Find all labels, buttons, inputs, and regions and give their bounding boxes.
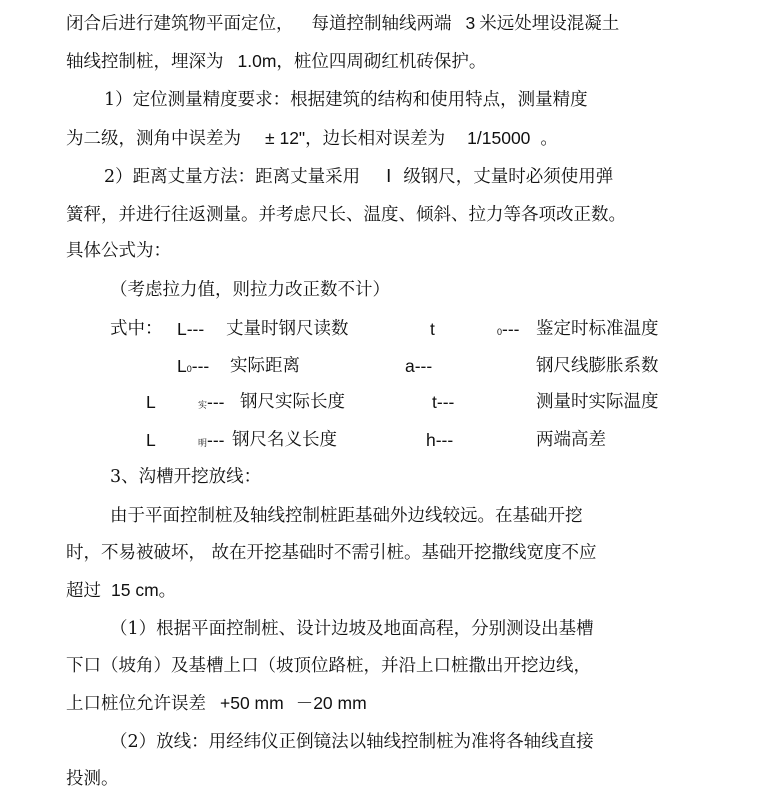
symbol-description: 两端高差 bbox=[536, 430, 606, 450]
text-line: （1）根据平面控制桩、设计边坡及地面高程，分别测设出基槽 bbox=[110, 619, 594, 639]
symbol-description: 钢尺实际长度 bbox=[240, 392, 345, 412]
text-line: 超过 15 cm。 bbox=[66, 580, 177, 601]
symbol: 明--- bbox=[198, 430, 225, 450]
formula-prefix: 式中： bbox=[110, 319, 163, 339]
symbol-description: 实际距离 bbox=[230, 356, 300, 376]
text-line: （2）放线：用经纬仪正倒镜法以轴线控制桩为准将各轴线直接 bbox=[110, 732, 594, 752]
symbol: t bbox=[430, 319, 435, 339]
symbol: L--- bbox=[177, 319, 205, 339]
symbol-description: 丈量时钢尺读数 bbox=[226, 319, 349, 339]
symbol: h--- bbox=[426, 430, 454, 450]
text-line: 闭合后进行建筑物平面定位， 每道控制轴线两端 3 米远处埋设混凝土 bbox=[66, 13, 620, 34]
section-heading: 3、沟槽开挖放线： bbox=[110, 467, 262, 487]
text-line: 由于平面控制桩及轴线控制桩距基础外边线较远。在基础开挖 bbox=[110, 506, 583, 526]
symbol: L bbox=[146, 430, 156, 450]
text-line: 具体公式为： bbox=[66, 241, 171, 261]
text-line: 投测。 bbox=[66, 769, 119, 789]
symbol: L0--- bbox=[177, 356, 210, 376]
symbol: a--- bbox=[405, 356, 433, 376]
text-line: 上口桩位允许误差 +50 mm －20 mm bbox=[66, 693, 367, 714]
formula-note: （考虑拉力值，则拉力改正数不计） bbox=[110, 280, 390, 300]
symbol: t--- bbox=[432, 392, 455, 412]
text-line: 2）距离丈量方法：距离丈量采用 Ⅰ 级钢尺，丈量时必须使用弹 bbox=[104, 166, 614, 187]
text-line: 簧秤，并进行往返测量。并考虑尺长、温度、倾斜、拉力等各项改正数。 bbox=[66, 205, 626, 225]
symbol-description: 钢尺线膨胀系数 bbox=[536, 356, 659, 376]
text-line: 为二级，测角中误差为 ± 12"，边长相对误差为 1/15000 。 bbox=[66, 128, 558, 149]
text-line: 1）定位测量精度要求：根据建筑的结构和使用特点，测量精度 bbox=[104, 90, 588, 110]
symbol-description: 测量时实际温度 bbox=[536, 392, 659, 412]
symbol: L bbox=[146, 392, 156, 412]
symbol-description: 钢尺名义长度 bbox=[232, 430, 337, 450]
text-line: 下口（坡角）及基槽上口（坡顶位路桩，并沿上口桩撒出开挖边线， bbox=[66, 656, 591, 676]
text-line: 轴线控制桩，埋深为 1.0m，桩位四周砌红机砖保护。 bbox=[66, 51, 487, 72]
symbol-description: 鉴定时标准温度 bbox=[536, 319, 659, 339]
symbol: 0--- bbox=[497, 319, 520, 339]
symbol: 实--- bbox=[198, 392, 225, 412]
text-line: 时，不易被破坏， 故在开挖基础时不需引桩。基础开挖撒线宽度不应 bbox=[66, 543, 597, 563]
